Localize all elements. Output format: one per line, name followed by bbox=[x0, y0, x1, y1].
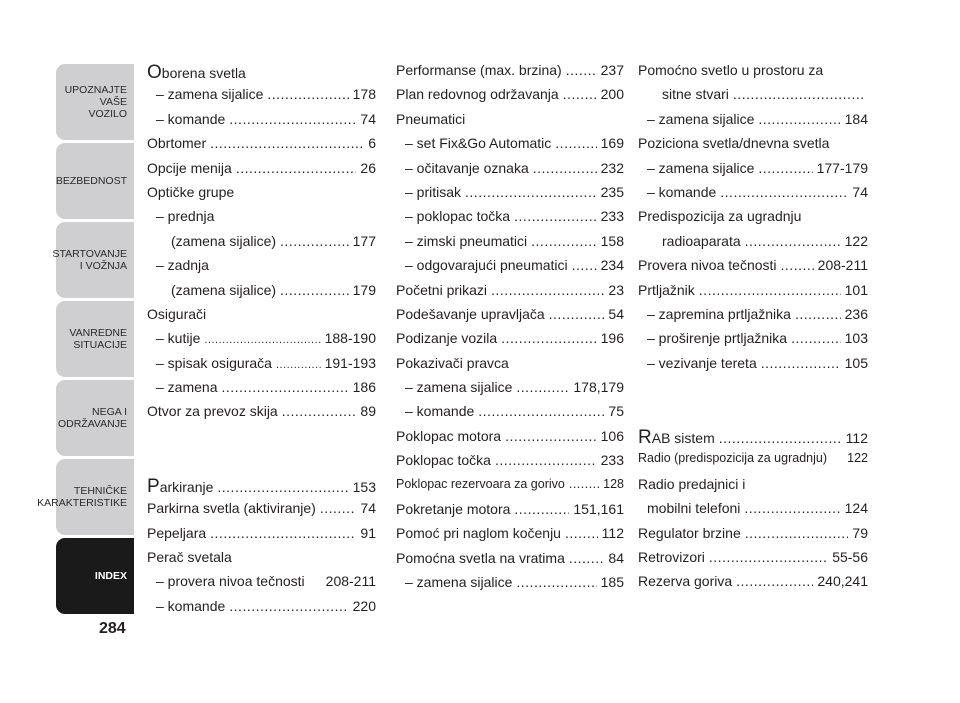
index-entry[interactable] bbox=[396, 574, 624, 598]
entry-label: Plan redovnog održavanja bbox=[396, 86, 559, 103]
dot-leader bbox=[221, 379, 348, 395]
entry-label: – odgovarajući pneumatici bbox=[405, 257, 568, 274]
entry-page-ref: 74 bbox=[360, 110, 376, 127]
tab-tehnicke-karakteristike[interactable]: TEHNIČKE KARAKTERISTIKE bbox=[56, 459, 134, 535]
index-entry[interactable] bbox=[396, 257, 624, 281]
dot-leader bbox=[267, 86, 348, 102]
entry-page-ref: 179 bbox=[352, 281, 376, 298]
index-entry[interactable] bbox=[396, 355, 624, 379]
index-entry[interactable] bbox=[396, 233, 624, 257]
entry-label: Pomoćna svetla na vratima bbox=[396, 549, 565, 566]
entry-label: – zamena sijalice bbox=[647, 110, 755, 127]
index-entry[interactable] bbox=[396, 160, 624, 184]
tab-upoznajte[interactable]: UPOZNAJTE VAŠE VOZILO bbox=[56, 64, 134, 140]
entry-page-ref: 233 bbox=[600, 208, 624, 225]
entry-page-ref: 232 bbox=[600, 159, 624, 176]
entry-page-ref: 240,241 bbox=[817, 573, 868, 590]
index-entry[interactable] bbox=[396, 403, 624, 427]
entry-label: Pepeljara bbox=[147, 524, 207, 541]
index-entry[interactable] bbox=[396, 135, 624, 159]
entry-label: radioaparata bbox=[662, 232, 741, 249]
entry-label: Pneumatici bbox=[396, 110, 466, 127]
index-entry[interactable] bbox=[396, 62, 624, 86]
entry-page-ref: 55-56 bbox=[832, 549, 868, 566]
tab-bezbednost[interactable]: BEZBEDNOST bbox=[56, 143, 134, 219]
entry-label: – komande bbox=[156, 597, 226, 614]
entry-page-ref: 103 bbox=[844, 330, 868, 347]
dot-leader bbox=[501, 330, 596, 346]
dot-leader bbox=[709, 549, 828, 565]
entry-label: (zamena sijalice) bbox=[171, 281, 277, 298]
section-gap bbox=[638, 379, 868, 427]
dot-leader bbox=[569, 550, 605, 566]
dot-leader bbox=[229, 598, 348, 614]
index-entry[interactable] bbox=[396, 477, 624, 501]
entry-label: sitne stvari bbox=[662, 86, 729, 103]
entry-label: Obrtomer bbox=[147, 135, 207, 152]
dot-leader bbox=[495, 452, 597, 468]
entry-label: Podešavanje upravljača bbox=[396, 305, 545, 322]
index-entry[interactable] bbox=[147, 306, 376, 330]
entry-label: Radio predajnici i bbox=[638, 475, 746, 492]
index-entry[interactable] bbox=[396, 452, 624, 476]
dot-leader bbox=[516, 574, 596, 590]
index-entry[interactable] bbox=[147, 525, 376, 549]
index-entry[interactable] bbox=[396, 208, 624, 232]
entry-label: mobilni telefoni bbox=[647, 500, 741, 517]
entry-label: Pomoć pri naglom kočenju bbox=[396, 525, 561, 542]
index-entry[interactable] bbox=[638, 184, 868, 208]
entry-label: Osigurači bbox=[147, 305, 207, 322]
entry-label: Pokazivači pravca bbox=[396, 354, 509, 371]
dot-leader bbox=[280, 233, 349, 249]
dot-leader bbox=[514, 208, 597, 224]
dot-leader bbox=[282, 403, 357, 419]
dot-leader bbox=[572, 257, 597, 273]
entry-page-ref: 151,161 bbox=[573, 501, 624, 518]
entry-page-ref: 124 bbox=[844, 500, 868, 517]
entry-label: Poklopac rezervoara za gorivo bbox=[396, 476, 565, 491]
index-entry[interactable] bbox=[147, 233, 376, 257]
entry-label: – kutije bbox=[156, 330, 201, 347]
entry-label: (zamena sijalice) bbox=[171, 232, 277, 249]
tab-nega-odrzavanje[interactable]: NEGA I ODRŽAVANJE bbox=[56, 380, 134, 456]
dot-leader bbox=[791, 330, 841, 346]
entry-label: Poklopac točka bbox=[396, 452, 491, 469]
index-entry[interactable] bbox=[147, 549, 376, 573]
index-entry[interactable] bbox=[638, 257, 868, 281]
entry-label: – zimski pneumatici bbox=[405, 232, 528, 249]
index-entry[interactable] bbox=[396, 525, 624, 549]
index-entry[interactable] bbox=[147, 135, 376, 159]
entry-page-ref: 158 bbox=[600, 232, 624, 249]
dot-leader bbox=[720, 184, 848, 200]
index-entry[interactable] bbox=[396, 428, 624, 452]
index-entry[interactable] bbox=[396, 184, 624, 208]
index-entry[interactable] bbox=[147, 355, 376, 379]
index-entry[interactable] bbox=[638, 427, 868, 451]
entry-page-ref: 128 bbox=[603, 476, 624, 491]
entry-page-ref: 122 bbox=[844, 232, 868, 249]
entry-label: – zadnja bbox=[156, 257, 209, 274]
entry-page-ref: 84 bbox=[608, 549, 624, 566]
dot-leader bbox=[516, 379, 569, 395]
dot-leader bbox=[745, 233, 841, 249]
entry-label: Prtljažnik bbox=[638, 281, 695, 298]
entry-page-ref: 234 bbox=[600, 257, 624, 274]
index-entry[interactable] bbox=[638, 525, 868, 549]
index-entry[interactable] bbox=[638, 500, 868, 524]
entry-label: – zamena sijalice bbox=[647, 159, 755, 176]
entry-label: – zamena bbox=[156, 379, 218, 396]
entry-label: Rezerva goriva bbox=[638, 573, 733, 590]
index-entry[interactable] bbox=[396, 282, 624, 306]
dot-leader bbox=[210, 525, 356, 541]
entry-page-ref: 177 bbox=[352, 232, 376, 249]
index-entry[interactable] bbox=[638, 306, 868, 330]
entry-page-ref: 26 bbox=[360, 159, 376, 176]
entry-page-ref: 74 bbox=[360, 500, 376, 517]
entry-label: RAB sistem bbox=[638, 427, 715, 449]
entry-label: – komande bbox=[156, 110, 226, 127]
entry-label: Optičke grupe bbox=[147, 183, 235, 200]
index-entry[interactable] bbox=[147, 330, 376, 354]
dot-leader bbox=[478, 403, 604, 419]
entry-page-ref: 220 bbox=[352, 597, 376, 614]
entry-label: Regulator brzine bbox=[638, 524, 741, 541]
page-number: 284 bbox=[99, 620, 126, 637]
entry-page-ref: 208-211 bbox=[817, 257, 868, 274]
tab-index[interactable]: INDEX bbox=[56, 538, 134, 614]
dot-leader bbox=[758, 160, 812, 176]
dot-leader bbox=[781, 257, 814, 273]
entry-page-ref: 200 bbox=[600, 86, 624, 103]
entry-label: – provera nivoa tečnosti bbox=[156, 573, 305, 590]
index-entry[interactable] bbox=[147, 62, 376, 86]
section-gap bbox=[147, 428, 376, 476]
index-column-3 bbox=[638, 62, 868, 598]
entry-page-ref: 178,179 bbox=[573, 379, 624, 396]
entry-label: – pritisak bbox=[405, 183, 462, 200]
entry-page-ref: 236 bbox=[844, 305, 868, 322]
entry-page-ref: 91 bbox=[360, 524, 376, 541]
index-entry[interactable] bbox=[638, 330, 868, 354]
tab-vanredne-situacije[interactable]: VANREDNE SITUACIJE bbox=[56, 301, 134, 377]
index-entry[interactable] bbox=[147, 403, 376, 427]
dot-leader bbox=[229, 111, 356, 127]
index-entry[interactable] bbox=[147, 257, 376, 281]
dot-leader bbox=[533, 160, 597, 176]
entry-page-ref: 6 bbox=[368, 135, 376, 152]
entry-page-ref: 112 bbox=[601, 525, 624, 542]
entry-label: Retrovizori bbox=[638, 549, 705, 566]
index-entry[interactable] bbox=[396, 379, 624, 403]
entry-label: – proširenje prtljažnika bbox=[647, 330, 788, 347]
entry-page-ref: 184 bbox=[844, 110, 868, 127]
index-entry[interactable] bbox=[396, 111, 624, 135]
entry-page-ref: 101 bbox=[844, 281, 868, 298]
entry-label: – spisak osigurača bbox=[156, 354, 272, 371]
entry-label: – set Fix&Go Automatic bbox=[405, 135, 552, 152]
index-entry[interactable] bbox=[147, 86, 376, 110]
entry-label: Opcije menija bbox=[147, 159, 232, 176]
dot-leader bbox=[555, 135, 596, 151]
dot-leader bbox=[719, 430, 842, 446]
dot-leader bbox=[566, 62, 597, 78]
index-entry[interactable] bbox=[638, 208, 868, 232]
entry-page-ref: 105 bbox=[844, 354, 868, 371]
entry-label: Otvor za prevoz skija bbox=[147, 403, 278, 420]
tab-startovanje[interactable]: STARTOVANJE I VOŽNJA bbox=[56, 222, 134, 298]
dot-leader bbox=[531, 233, 596, 249]
entry-label: Poklopac motora bbox=[396, 427, 502, 444]
entry-page-ref: 185 bbox=[600, 574, 624, 591]
entry-label: – poklopac točka bbox=[405, 208, 511, 225]
entry-label: Podizanje vozila bbox=[396, 330, 498, 347]
entry-page-ref: 196 bbox=[600, 330, 624, 347]
dot-leader bbox=[745, 525, 849, 541]
index-entry[interactable] bbox=[638, 451, 868, 475]
entry-page-ref: 233 bbox=[600, 452, 624, 469]
index-entry[interactable] bbox=[638, 282, 868, 306]
dot-leader bbox=[795, 306, 841, 322]
dot-leader bbox=[217, 479, 348, 495]
entry-label: – zamena sijalice bbox=[156, 86, 264, 103]
dot-leader bbox=[236, 160, 357, 176]
entry-label: Pokretanje motora bbox=[396, 501, 511, 518]
index-column-1 bbox=[147, 62, 376, 622]
entry-page-ref: 75 bbox=[608, 403, 624, 420]
entry-page-ref: 186 bbox=[352, 379, 376, 396]
index-entry[interactable] bbox=[638, 355, 868, 379]
dot-leader bbox=[505, 428, 597, 444]
entry-page-ref: 79 bbox=[852, 524, 868, 541]
index-entry[interactable] bbox=[147, 282, 376, 306]
index-entry[interactable] bbox=[396, 306, 624, 330]
entry-label: Provera nivoa tečnosti bbox=[638, 257, 777, 274]
entry-label: Pomoćno svetlo u prostoru za bbox=[638, 62, 824, 78]
entry-page-ref: 178 bbox=[352, 86, 376, 103]
entry-label: – očitavanje oznaka bbox=[405, 159, 529, 176]
index-entry[interactable] bbox=[147, 476, 376, 500]
dot-leader bbox=[565, 525, 598, 541]
entry-label: Poziciona svetla/dnevna svetla bbox=[638, 135, 830, 152]
entry-label: Parkirna svetla (aktiviranje) bbox=[147, 500, 316, 517]
index-entry[interactable] bbox=[638, 160, 868, 184]
dot-leader bbox=[733, 86, 864, 102]
entry-label: – komande bbox=[647, 183, 717, 200]
entry-page-ref: 237 bbox=[600, 62, 624, 78]
entry-label: – zamena sijalice bbox=[405, 574, 513, 591]
entry-page-ref: 169 bbox=[600, 135, 624, 152]
entry-page-ref: 235 bbox=[600, 183, 624, 200]
entry-page-ref: 191-193 bbox=[324, 354, 376, 371]
entry-page-ref: 208-211 bbox=[325, 573, 376, 590]
dot-leader bbox=[204, 334, 320, 346]
index-entry[interactable] bbox=[396, 550, 624, 574]
dot-leader bbox=[744, 500, 840, 516]
dot-leader bbox=[736, 573, 813, 589]
entry-label: Performanse (max. brzina) bbox=[396, 62, 562, 78]
entry-label: – zapremina prtljažnika bbox=[647, 305, 791, 322]
entry-label: Predispozicija za ugradnju bbox=[638, 208, 802, 225]
index-entry[interactable] bbox=[638, 135, 868, 159]
index-entry[interactable] bbox=[396, 330, 624, 354]
entry-label: – komande bbox=[405, 403, 475, 420]
index-entry[interactable] bbox=[147, 208, 376, 232]
dot-leader bbox=[514, 501, 569, 517]
index-entry[interactable] bbox=[638, 476, 868, 500]
index-entry[interactable] bbox=[147, 573, 376, 597]
index-entry[interactable] bbox=[147, 598, 376, 622]
entry-page-ref: 112 bbox=[845, 430, 868, 447]
index-entry[interactable] bbox=[147, 184, 376, 208]
entry-page-ref: 74 bbox=[852, 183, 868, 200]
entry-label: Parkiranje bbox=[147, 475, 214, 497]
entry-label: Perač svetala bbox=[147, 549, 232, 566]
entry-page-ref: 54 bbox=[608, 305, 624, 322]
dot-leader bbox=[569, 477, 599, 491]
entry-page-ref: 23 bbox=[608, 281, 624, 298]
index-entry[interactable] bbox=[638, 62, 868, 86]
dot-leader bbox=[465, 184, 597, 200]
entry-page-ref: 177-179 bbox=[816, 159, 868, 176]
index-entry[interactable] bbox=[396, 86, 624, 110]
entry-label: – zamena sijalice bbox=[405, 379, 513, 396]
index-entry[interactable] bbox=[147, 111, 376, 135]
entry-page-ref: 106 bbox=[600, 427, 624, 444]
index-entry[interactable] bbox=[147, 379, 376, 403]
index-column-2 bbox=[396, 62, 624, 599]
dot-leader bbox=[491, 282, 604, 298]
entry-label: Oborena svetla bbox=[147, 62, 246, 83]
dot-leader bbox=[276, 359, 321, 371]
dot-leader bbox=[280, 282, 349, 298]
dot-leader bbox=[210, 135, 364, 151]
entry-label: – vezivanje tereta bbox=[647, 354, 757, 371]
entry-page-ref: 122 bbox=[847, 451, 868, 466]
dot-leader bbox=[699, 282, 841, 298]
entry-page-ref: 153 bbox=[352, 478, 376, 495]
index-entry[interactable] bbox=[147, 160, 376, 184]
dot-leader bbox=[761, 355, 841, 371]
entry-page-ref: 188-190 bbox=[324, 330, 376, 347]
dot-leader bbox=[549, 306, 605, 322]
entry-label: – prednja bbox=[156, 208, 215, 225]
index-entry[interactable] bbox=[638, 111, 868, 135]
dot-leader bbox=[563, 86, 597, 102]
index-entry[interactable] bbox=[396, 501, 624, 525]
dot-leader bbox=[758, 111, 840, 127]
index-entry[interactable] bbox=[638, 573, 868, 597]
entry-label: Početni prikazi bbox=[396, 281, 488, 298]
index-entry[interactable] bbox=[638, 549, 868, 573]
index-entry[interactable] bbox=[147, 500, 376, 524]
entry-page-ref: 89 bbox=[360, 403, 376, 420]
entry-label: Radio (predispozicija za ugradnju) bbox=[638, 451, 827, 466]
index-entry[interactable] bbox=[638, 86, 868, 110]
dot-leader bbox=[320, 500, 357, 516]
index-entry[interactable] bbox=[638, 233, 868, 257]
